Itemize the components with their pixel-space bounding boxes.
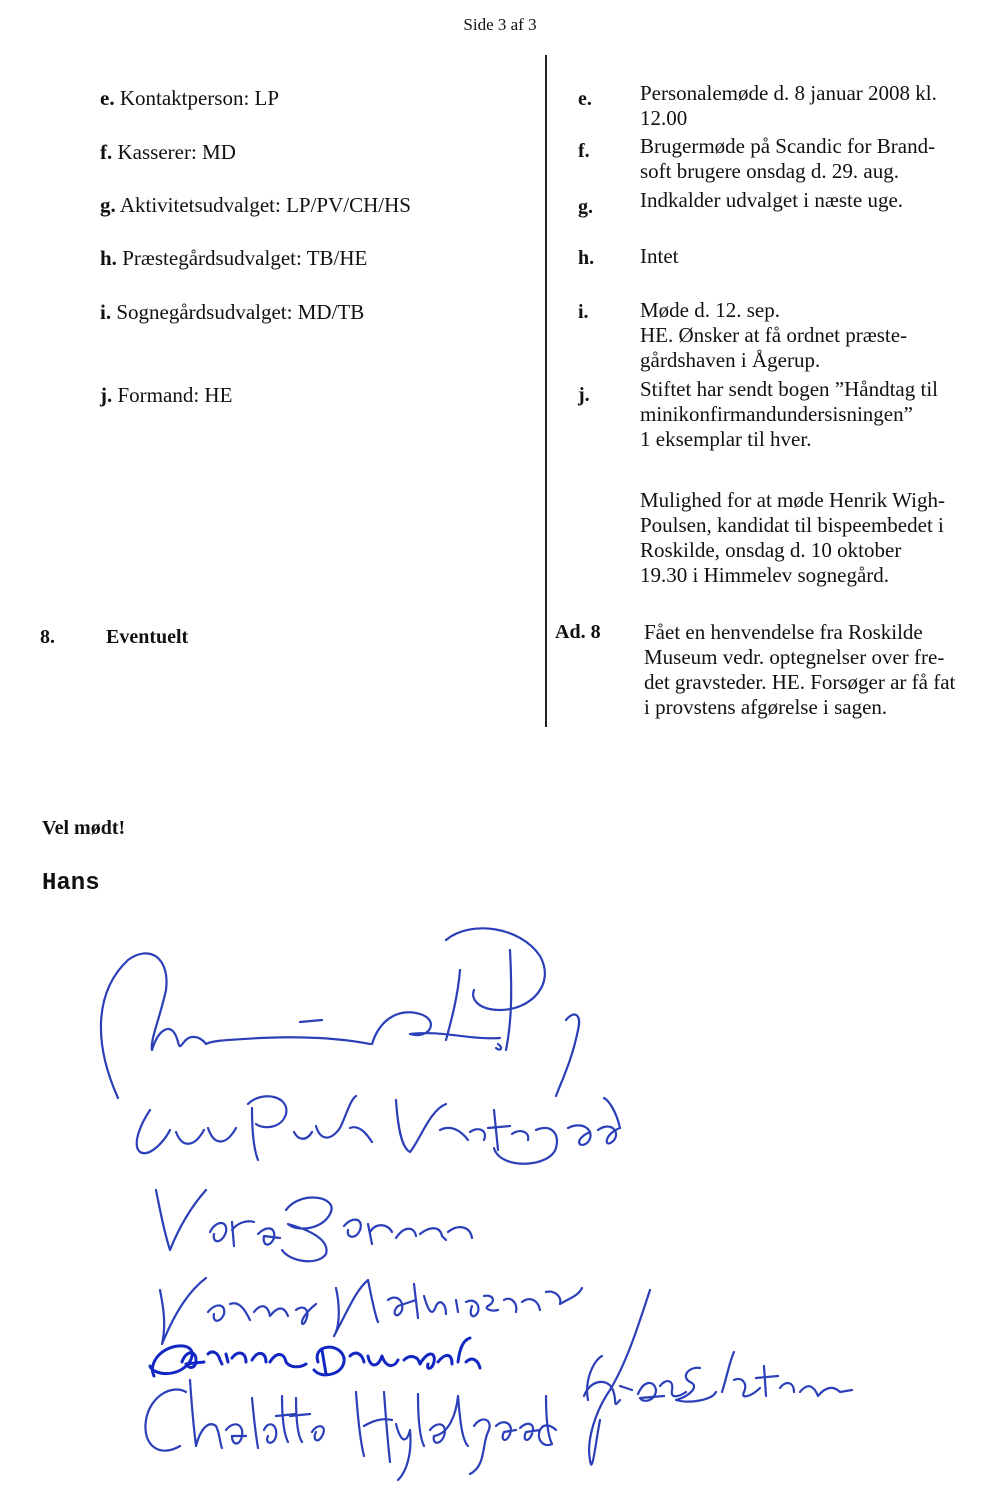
signature-line-hans bbox=[584, 1290, 852, 1465]
signature-line-2 bbox=[137, 1096, 620, 1164]
section-number: 8. bbox=[40, 626, 55, 648]
section-title: Eventuelt bbox=[106, 626, 189, 648]
ad-label: Ad. 8 bbox=[555, 621, 601, 643]
right-letter-j: j. bbox=[578, 384, 590, 406]
column-divider bbox=[545, 55, 547, 727]
right-letter-e: e. bbox=[578, 88, 592, 110]
right-text-g: Indkalder udvalget i næste uge. bbox=[640, 188, 904, 212]
right-text-e: Personalemøde d. 8 januar 2008 kl. 12.00 bbox=[640, 81, 937, 130]
signoff-name: Hans bbox=[42, 870, 100, 897]
left-item-e: e. Kontaktperson: LP bbox=[100, 86, 280, 110]
left-item-i: i. Sognegårdsudvalget: MD/TB bbox=[100, 300, 365, 324]
right-text-h: Intet bbox=[640, 244, 679, 268]
handwritten-signatures bbox=[0, 900, 1000, 1498]
right-text-i: Møde d. 12. sep. HE. Ønsker at få ordnet præste- gårdshaven i Ågerup. bbox=[640, 298, 908, 372]
right-text-j: Stiftet har sendt bogen ”Håndtag til minikonfirmandundersisningen” 1 eksemplar til hver. Mulighed for at møde Henrik Wigh- Poulsen, kandidat til bispeembedet i Roskilde, onsdag d. 10 oktober 19.30 i Himmelev sognegård. bbox=[640, 377, 945, 587]
left-item-j: j. Formand: HE bbox=[100, 383, 233, 407]
left-item-g: g. Aktivitetsudvalget: LP/PV/CH/HS bbox=[100, 193, 411, 217]
closing-greeting: Vel mødt! bbox=[42, 817, 126, 839]
signature-initials bbox=[101, 953, 370, 1098]
signature-line-4 bbox=[160, 1278, 582, 1344]
right-text-f: Brugermøde på Scandic for Brand- soft brugere onsdag d. 29. aug. bbox=[640, 134, 936, 183]
page-number: Side 3 af 3 bbox=[463, 15, 537, 34]
signature-line-3 bbox=[156, 1190, 472, 1261]
ad-text: Fået en henvendelse fra Roskilde Museum vedr. optegnelser over fre- det gravsteder. HE. Forsøger ar få fat i provstens afgørelse i sagen. bbox=[644, 620, 956, 719]
right-letter-g: g. bbox=[578, 196, 593, 218]
right-letter-h: h. bbox=[578, 247, 595, 269]
right-letter-i: i. bbox=[578, 301, 589, 323]
left-item-f: f. Kasserer: MD bbox=[100, 140, 236, 164]
left-item-h: h. Præstegårdsudvalget: TB/HE bbox=[100, 246, 368, 270]
signature-line-5 bbox=[150, 1338, 480, 1376]
right-letter-f: f. bbox=[578, 140, 590, 162]
signature-line-6 bbox=[145, 1380, 556, 1480]
